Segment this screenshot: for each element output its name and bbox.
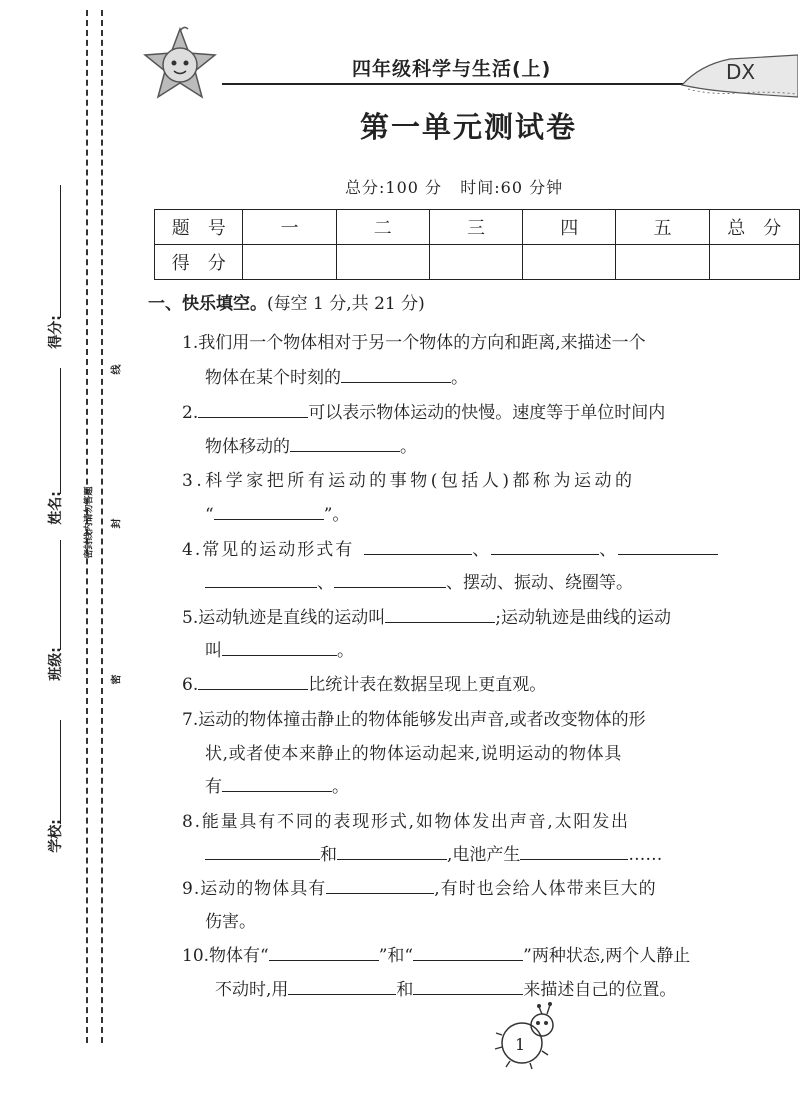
- table-cell: 五: [616, 210, 709, 245]
- question-6: 6. 比统计表在数据呈现上更直观。: [182, 670, 546, 695]
- answer-blank[interactable]: [334, 570, 446, 588]
- exam-title: 第一单元测试卷: [360, 110, 578, 144]
- ladybug-mascot-icon: [490, 995, 570, 1075]
- answer-blank[interactable]: [222, 638, 337, 656]
- table-cell: 三: [429, 210, 522, 245]
- answer-blank[interactable]: [222, 774, 332, 792]
- score-input-cell[interactable]: [336, 245, 429, 280]
- score-table-header-row: [155, 210, 800, 245]
- table-cell: 一: [243, 210, 336, 245]
- exam-meta: 总分:100 分 时间:60 分钟: [345, 178, 564, 197]
- question-2-line-2: 物体移动的 。: [205, 432, 417, 457]
- answer-blank[interactable]: [198, 400, 308, 418]
- question-3-line-1: 3.科学家把所有运动的事物(包括人)都称为运动的: [182, 471, 636, 491]
- question-1-line-1: 1.我们用一个物体相对于另一个物体的方向和距离,来描述一个: [182, 333, 646, 353]
- question-9-line-1: 9.运动的物体具有 ,有时也会给人体带来巨大的: [182, 874, 657, 899]
- answer-blank[interactable]: [326, 876, 434, 894]
- seal-xian: 线: [111, 364, 123, 375]
- question-2-line-1: 2. 可以表示物体运动的快慢。速度等于单位时间内: [182, 398, 665, 423]
- answer-blank[interactable]: [520, 842, 628, 860]
- class-label: 班级:: [47, 647, 64, 681]
- question-8-line-2: 和 ,电池产生 ……: [205, 840, 662, 865]
- answer-blank[interactable]: [269, 943, 379, 961]
- question-5-line-2: 叫 。: [205, 636, 354, 661]
- score-table: [154, 209, 800, 280]
- score-label: 得分:: [47, 315, 64, 349]
- answer-blank[interactable]: [341, 365, 451, 383]
- score-input-cell[interactable]: [243, 245, 336, 280]
- question-3-line-2: “ ”。: [205, 500, 349, 525]
- question-5-line-1: 5.运动轨迹是直线的运动叫 ;运动轨迹是曲线的运动: [182, 603, 671, 628]
- seal-feng: 封: [111, 518, 123, 529]
- score-field[interactable]: [60, 185, 61, 318]
- table-cell: 二: [336, 210, 429, 245]
- section-title: 一、快乐填空。: [148, 294, 267, 314]
- answer-blank[interactable]: [364, 537, 472, 555]
- question-7-line-2: 状,或者使本来静止的物体运动起来,说明运动的物体具: [205, 744, 622, 764]
- answer-blank[interactable]: [290, 434, 400, 452]
- series-title: 四年级科学与生活(上): [352, 58, 552, 80]
- score-input-cell[interactable]: [616, 245, 709, 280]
- answer-blank[interactable]: [205, 570, 317, 588]
- edition-code: DX: [726, 60, 756, 84]
- table-cell: 总 分: [709, 210, 799, 245]
- answer-blank[interactable]: [385, 605, 495, 623]
- name-field[interactable]: [60, 368, 61, 494]
- answer-blank[interactable]: [198, 672, 308, 690]
- question-10-line-2: 不动时,用 和 来描述自己的位置。: [215, 975, 676, 1000]
- section-heading: [148, 289, 425, 314]
- answer-blank[interactable]: [205, 842, 320, 860]
- answer-blank[interactable]: [214, 502, 324, 520]
- answer-blank[interactable]: [491, 537, 599, 555]
- answer-blank[interactable]: [337, 842, 447, 860]
- name-label: 姓名:: [47, 491, 64, 525]
- score-input-cell[interactable]: [523, 245, 616, 280]
- seal-notice: 密封线内请勿答题: [84, 486, 95, 559]
- question-1-line-2: 物体在某个时刻的 。: [205, 363, 468, 388]
- seal-mi: 密: [111, 674, 123, 685]
- table-cell: 题 号: [155, 210, 243, 245]
- school-field[interactable]: [60, 720, 61, 824]
- header-rule: [222, 83, 692, 85]
- score-input-cell[interactable]: [429, 245, 522, 280]
- question-4-line-2: 、 、摆动、振动、绕圈等。: [205, 568, 633, 593]
- answer-blank[interactable]: [413, 977, 523, 995]
- table-cell: 得 分: [155, 245, 243, 280]
- section-note: (每空 1 分,共 21 分): [267, 294, 425, 314]
- mascot-star-icon: [140, 25, 220, 105]
- question-9-line-2: 伤害。: [205, 912, 256, 932]
- question-8-line-1: 8.能量具有不同的表现形式,如物体发出声音,太阳发出: [182, 812, 630, 832]
- class-field[interactable]: [60, 540, 61, 650]
- page-number: 1: [515, 1035, 526, 1054]
- score-table-score-row: [155, 245, 800, 280]
- school-label: 学校:: [47, 819, 64, 853]
- question-10-line-1: 10.物体有“ ”和“ ”两种状态,两个人静止: [182, 941, 690, 966]
- answer-blank[interactable]: [618, 537, 718, 555]
- score-input-cell[interactable]: [709, 245, 799, 280]
- question-4-line-1: 4.常见的运动形式有 、 、: [182, 535, 718, 560]
- answer-blank[interactable]: [413, 943, 523, 961]
- question-7-line-3: 有 。: [205, 772, 349, 797]
- question-7-line-1: 7.运动的物体撞击静止的物体能够发出声音,或者改变物体的形: [182, 710, 646, 730]
- table-cell: 四: [523, 210, 616, 245]
- answer-blank[interactable]: [288, 977, 396, 995]
- binding-dashed-line-inner: [101, 10, 103, 1043]
